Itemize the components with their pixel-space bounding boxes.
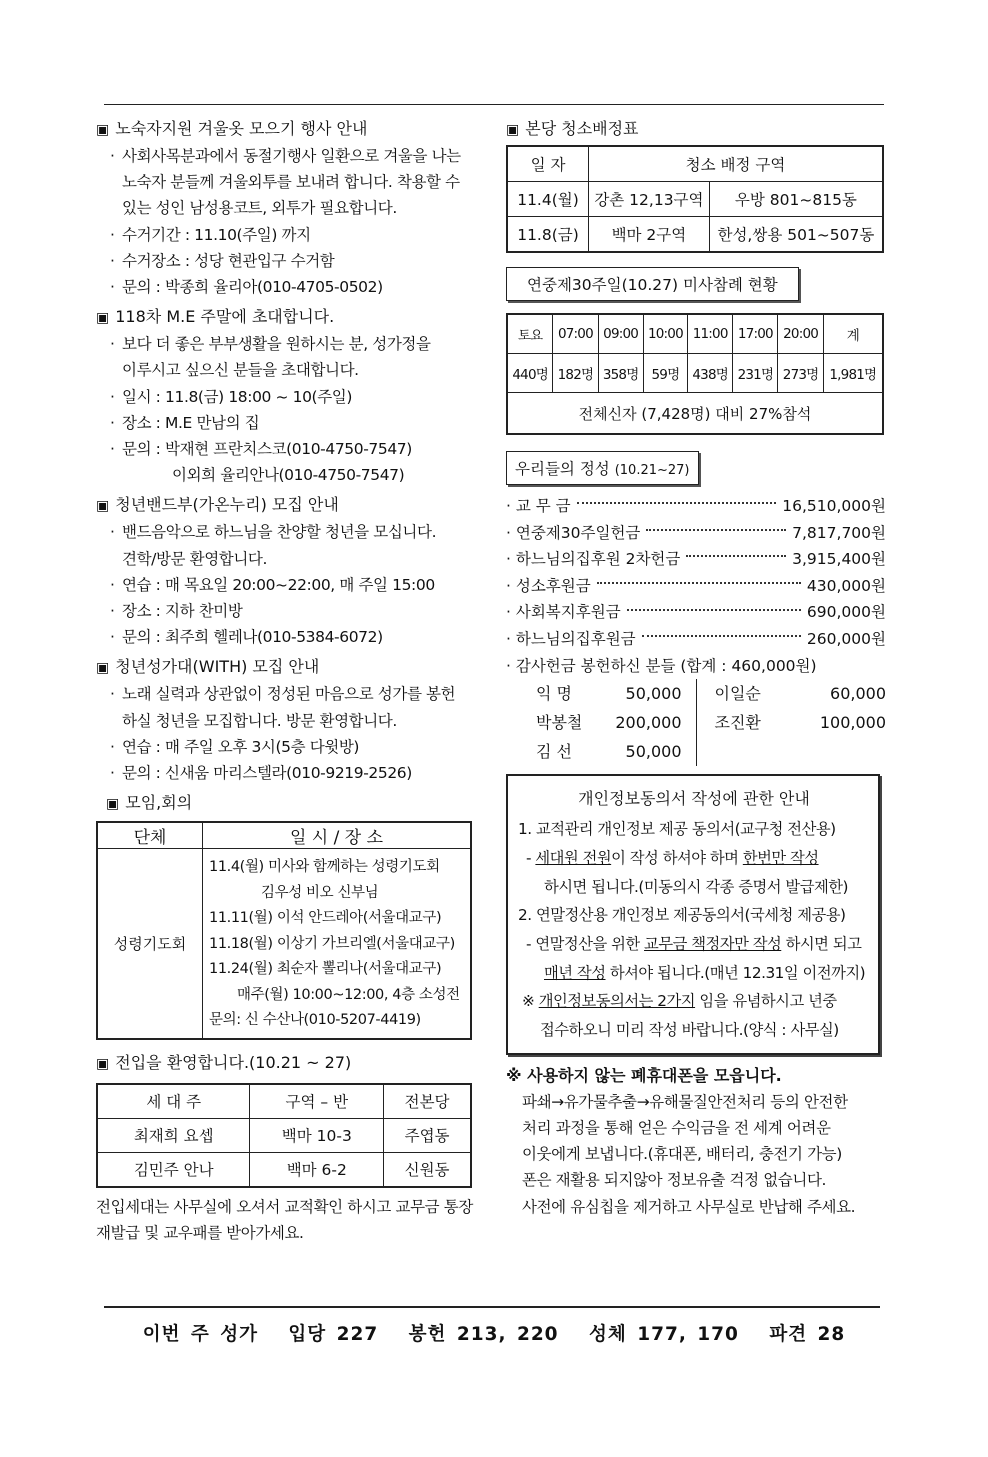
section-title: 118차 M.E 주말에 초대합니다.	[115, 307, 335, 327]
note-line: 전입세대는 사무실에 오셔서 교적확인 하시고 교무금 통장	[96, 1197, 473, 1216]
table-header: 07:00	[553, 314, 598, 354]
meeting-schedule	[203, 849, 472, 1039]
cell: 김민주 안나	[97, 1152, 250, 1187]
section-title: ※ 사용하지 않는 폐휴대폰을 모읍니다.	[506, 1065, 782, 1085]
left-column	[96, 116, 482, 1250]
body-line: 노래 실력과 상관없이 정성된 마음으로 성가를 봉헌	[122, 685, 456, 704]
offering-label: 교 무 금	[515, 497, 571, 515]
table-header: 17:00	[733, 314, 778, 354]
note-line: 재발급 및 교우패를 받아가세요.	[96, 1223, 304, 1242]
list-item: · 연중제30주일헌금 7,817,700원	[506, 520, 886, 547]
detail-line: 수거기간 : 11.10(주일) 까지	[122, 225, 311, 244]
section-title: 전입을 환영합니다.(10.21 ~ 27)	[115, 1052, 352, 1072]
attendance-total: 전체신자 (7,428명) 대비 27%참석	[507, 393, 883, 435]
offering-amount: 7,817,700원	[792, 523, 886, 542]
offering-label: 성소후원금	[515, 576, 591, 595]
count-cell: 440명	[507, 354, 553, 393]
cell: 11.4(월)	[507, 182, 589, 217]
text: 임을 유념하시고 년중	[695, 992, 837, 1011]
offering-label: 하느님의집후원 2차헌금	[515, 550, 681, 569]
offering-amount: 260,000원	[806, 629, 886, 648]
contact-line: 문의 : 최주희 헬레나(010-5384-6072)	[122, 628, 383, 647]
contact-line: 문의 : 박종희 율리아(010-4705-0502)	[122, 278, 383, 297]
notice-title: 개인정보동의서 작성에 관한 안내	[578, 789, 810, 809]
notice-line	[518, 987, 870, 1016]
me-weekend-section: ▣ 118차 M.E 주말에 초대합니다. · 보다 더 좋은 부부생활을 원하시는 분, 성가정을 이루시고 싶으신 분들을 초대합니다. · 일시 : 11.8(금) 18:00 ~ 10(주일) · 장소 : M.E 만남의 집 · 문의 : 박재현 프란치스코(010-4750-7547) 이외희 율리안나(010-4750-7547)	[96, 304, 482, 488]
mass-attendance-title: 연중제30주일(10.27) 미사참례 현황	[506, 267, 799, 301]
table-header: 전본당	[384, 1084, 471, 1119]
body-line: 있는 성인 남성용코트, 외투가 필요합니다.	[122, 199, 397, 218]
cell: 백마 2구역	[589, 217, 710, 253]
contact-line: 이외희 율리안나(010-4750-7547)	[172, 466, 405, 485]
hymn-offertory: 봉헌 213, 220	[408, 1324, 559, 1345]
notice-line: 하시면 됩니다.(미동의시 각종 증명서 발급제한)	[544, 877, 849, 896]
hymn-entrance: 입당 227	[288, 1324, 379, 1345]
table-header: 계	[823, 314, 883, 354]
bottom-rule	[104, 1306, 880, 1308]
underlined-text: 교무금 책정자만 작성	[644, 934, 782, 953]
count-cell: 59명	[643, 354, 687, 393]
count-cell: 231명	[733, 354, 778, 393]
notice-line: 접수하오니 미리 작성 바랍니다.(양식 : 사무실)	[540, 1021, 839, 1040]
detail-line: 장소 : 지하 찬미방	[122, 602, 243, 621]
list-item: · 성소후원금 430,000원	[506, 573, 886, 600]
count-cell: 273명	[778, 354, 823, 393]
table-header: 20:00	[778, 314, 823, 354]
text: -	[526, 848, 536, 867]
donor-amount: 50,000	[625, 742, 682, 762]
meeting-section	[96, 790, 482, 1040]
underlined-text: 세대원 전원	[535, 848, 612, 867]
schedule-line: 문의: 신 수산나(010-5207-4419)	[209, 1012, 421, 1029]
text: ※	[522, 992, 539, 1011]
table-row	[97, 1118, 471, 1152]
body-line: 이루시고 싶으신 분들을 초대합니다.	[122, 361, 359, 380]
body-line: 노숙자 분들께 겨울외투를 보내려 합니다. 착용할 수	[122, 173, 460, 192]
offering-amount: 690,000원	[806, 603, 886, 622]
winter-clothes-section: ▣ 노숙자지원 겨울옷 모으기 행사 안내 · 사회사목분과에서 동절기행사 일환으로 겨울을 나는 노숙자 분들께 겨울외투를 보내려 합니다. 착용할 수 있는 성인 남성용코트, 외투가 필요합니다. · 수거기간 : 11.10(주일) 까지 · 수거장소 : 성당 현관입구 수거함 · 문의 : 박종희 율리아(010-4705-0502)	[96, 116, 482, 300]
square-bullet-icon: ▣	[506, 122, 520, 138]
table-row	[507, 182, 883, 217]
hymn-communion: 성체 177, 170	[589, 1324, 739, 1345]
donor-amount: 100,000	[819, 713, 886, 733]
text: - 연말정산을 위한	[526, 934, 645, 953]
table-header: 11:00	[688, 314, 733, 354]
offering-amount: 16,510,000원	[782, 497, 886, 515]
cell: 11.8(금)	[507, 217, 589, 253]
schedule-line: 11.18(월) 이상기 가브리엘(서울대교구)	[209, 935, 455, 952]
body-line: 보다 더 좋은 부부생활을 원하시는 분, 성가정을	[122, 335, 431, 354]
offering-title: 우리들의 정성	[515, 460, 610, 478]
cell: 신원동	[384, 1152, 471, 1187]
newcomers-table	[96, 1083, 472, 1188]
offering-label: 사회복지후원금	[515, 603, 621, 622]
table-header: 일 자	[507, 146, 589, 182]
underlined-text: 매년 작성	[544, 963, 606, 982]
donor-row	[715, 679, 887, 708]
body-line: 처리 과정을 통해 얻은 수익금을 전 세계 어려운	[522, 1118, 831, 1137]
count-cell: 1,981명	[823, 354, 883, 393]
square-bullet-icon: ▣	[96, 122, 110, 138]
list-item: · 사회복지후원금 690,000원	[506, 599, 886, 626]
underlined-text: 한번만 작성	[742, 848, 819, 867]
offering-amount: 430,000원	[806, 576, 886, 595]
underlined-text: 개인정보동의서는 2가지	[538, 992, 696, 1011]
square-bullet-icon: ▣	[96, 1055, 110, 1072]
cell: 강촌 12,13구역	[589, 182, 710, 217]
offering-period: (10.21~27)	[614, 463, 690, 478]
donor-row	[524, 708, 696, 737]
body-line: 하실 청년을 모집합니다. 방문 환영합니다.	[122, 711, 397, 730]
body-line: 견학/방문 환영합니다.	[122, 549, 268, 568]
notice-line	[518, 930, 870, 959]
cleaning-table	[506, 145, 884, 253]
detail-line: 장소 : M.E 만남의 집	[122, 413, 260, 432]
schedule-line: 11.11(월) 이석 안드레아(서울대교구)	[209, 910, 442, 927]
cell: 백마 10-3	[250, 1118, 384, 1152]
square-bullet-icon: ▣	[96, 498, 110, 515]
donor-amount: 200,000	[615, 713, 682, 733]
square-bullet-icon: ▣	[106, 796, 120, 813]
donor-column	[524, 679, 697, 766]
body-line: 밴드음악으로 하느님을 찬양할 청년을 모십니다.	[122, 523, 437, 542]
notice-line	[518, 844, 870, 873]
square-bullet-icon: ▣	[96, 660, 110, 677]
meeting-table	[96, 821, 472, 1040]
section-title: 노숙자지원 겨울옷 모으기 행사 안내	[115, 119, 368, 138]
notice-line: 1. 교적관리 개인정보 제공 동의서(교구청 전산용)	[518, 820, 836, 839]
body-line: 폰은 재활용 되지않아 정보유출 걱정 없습니다.	[522, 1171, 827, 1190]
detail-line: 연습 : 매 목요일 20:00~22:00, 매 주일 15:00	[122, 575, 435, 594]
donor-amount: 50,000	[625, 684, 682, 704]
text: 하셔야 됩니다.(매년 12.31일 이전까지)	[605, 963, 866, 982]
schedule-line: 김우성 비오 신부님	[261, 884, 379, 901]
donor-name: 익 명	[536, 684, 572, 704]
table-header: 토요	[507, 314, 553, 354]
section-title: 청년밴드부(가온누리) 모집 안내	[115, 495, 339, 515]
section-title: 청년성가대(WITH) 모집 안내	[115, 657, 320, 677]
top-rule	[104, 104, 884, 105]
donor-amount: 60,000	[830, 684, 886, 704]
donor-name: 김 선	[536, 742, 572, 762]
thanks-heading: 감사헌금 봉헌하신 분들 (합계 : 460,000원)	[515, 656, 817, 675]
detail-line: 일시 : 11.8(금) 18:00 ~ 10(주일)	[122, 387, 353, 406]
donor-name: 이일순	[714, 684, 761, 704]
list-item: · 교 무 금 16,510,000원	[506, 493, 886, 520]
body-line: 파쇄→유가물추출→유해물질안전처리 등의 안전한	[522, 1092, 848, 1111]
table-header: 구역 – 반	[250, 1084, 384, 1119]
square-bullet-icon: ▣	[96, 310, 110, 327]
body-line: 사회사목분과에서 동절기행사 일환으로 겨울을 나는	[122, 147, 461, 165]
hymn-label: 이번 주 성가	[142, 1324, 258, 1345]
privacy-notice-box	[506, 774, 880, 1055]
count-cell: 182명	[553, 354, 598, 393]
section-title: 모임,회의	[125, 793, 193, 813]
text: 이 작성 하셔야 하며	[611, 848, 743, 867]
table-header: 세 대 주	[97, 1084, 250, 1119]
table-header: 단체	[97, 822, 203, 849]
mass-attendance-table	[506, 313, 884, 435]
offering-label: 연중제30주일헌금	[515, 523, 641, 542]
donor-row	[715, 708, 887, 737]
donor-name: 조진환	[714, 713, 761, 733]
table-row	[507, 217, 883, 253]
table-header: 일 시 / 장 소	[203, 822, 472, 849]
contact-line: 문의 : 신새움 마리스텔라(010-9219-2526)	[122, 764, 412, 783]
list-item: · 하느님의집후원 2차헌금 3,915,400원	[506, 546, 886, 573]
donor-list	[524, 679, 886, 766]
donor-name: 박봉철	[536, 713, 583, 733]
schedule-line: 11.24(월) 최순자 뽈리나(서울대교구)	[209, 961, 442, 978]
table-header: 10:00	[643, 314, 687, 354]
count-cell: 358명	[598, 354, 643, 393]
offering-list	[506, 493, 886, 679]
cell: 주엽동	[384, 1118, 471, 1152]
youth-choir-section: ▣ 청년성가대(WITH) 모집 안내 · 노래 실력과 상관없이 정성된 마음으로 성가를 봉헌 하실 청년을 모집합니다. 방문 환영합니다. · 연습 : 매 주일 오후 3시(5층 다윗방) · 문의 : 신새움 마리스텔라(010-9219-2526)	[96, 654, 482, 786]
count-cell: 438명	[688, 354, 733, 393]
table-row	[97, 1152, 471, 1187]
donor-row	[524, 737, 696, 766]
cell: 한성,쌍용 501~507동	[709, 217, 883, 253]
donor-row	[524, 679, 696, 708]
newcomers-section	[96, 1050, 482, 1246]
notice-line	[518, 959, 870, 988]
offering-title-box	[506, 451, 699, 485]
schedule-line: 매주(월) 10:00~12:00, 4층 소성전	[237, 986, 460, 1003]
schedule-line: 11.4(월) 미사와 함께하는 성령기도회	[209, 859, 440, 876]
hymn-dismissal: 파견 28	[769, 1324, 846, 1345]
table-header: 09:00	[598, 314, 643, 354]
offering-label: 하느님의집후원금	[515, 629, 636, 648]
detail-line: 연습 : 매 주일 오후 3시(5층 다윗방)	[122, 737, 360, 756]
list-item: · 감사헌금 봉헌하신 분들 (합계 : 460,000원)	[506, 656, 817, 675]
donor-column	[697, 679, 887, 766]
cell: 최재희 요셉	[97, 1118, 250, 1152]
detail-line: 수거장소 : 성당 현관입구 수거함	[122, 251, 335, 270]
list-item: · 하느님의집후원금 260,000원	[506, 626, 886, 653]
notice-line: 2. 연말정산용 개인정보 제공동의서(국세청 제공용)	[518, 906, 846, 925]
offering-amount: 3,915,400원	[792, 550, 886, 569]
body-line: 이웃에게 보냅니다.(휴대폰, 배터리, 충전기 가능)	[522, 1145, 842, 1164]
hymn-footer	[0, 1320, 988, 1346]
cell: 우방 801~815동	[709, 182, 883, 217]
body-line: 사전에 유심칩을 제거하고 사무실로 반납해 주세요.	[522, 1197, 856, 1216]
table-header: 청소 배정 구역	[589, 146, 884, 182]
section-title: 본당 청소배정표	[525, 119, 639, 138]
group-name: 성령기도회	[97, 849, 203, 1039]
youth-band-section: ▣ 청년밴드부(가온누리) 모집 안내 · 밴드음악으로 하느님을 찬양할 청년을 모십니다. 견학/방문 환영합니다. · 연습 : 매 목요일 20:00~22:00, 매 주일 15:00 · 장소 : 지하 찬미방 · 문의 : 최주희 헬레나(010-5384-6072)	[96, 492, 482, 650]
phone-recycle-section	[506, 1063, 886, 1220]
contact-line: 문의 : 박재현 프란치스코(010-4750-7547)	[122, 440, 412, 459]
right-column	[506, 116, 886, 1220]
cell: 백마 6-2	[250, 1152, 384, 1187]
text: 하시면 되고	[781, 934, 862, 953]
